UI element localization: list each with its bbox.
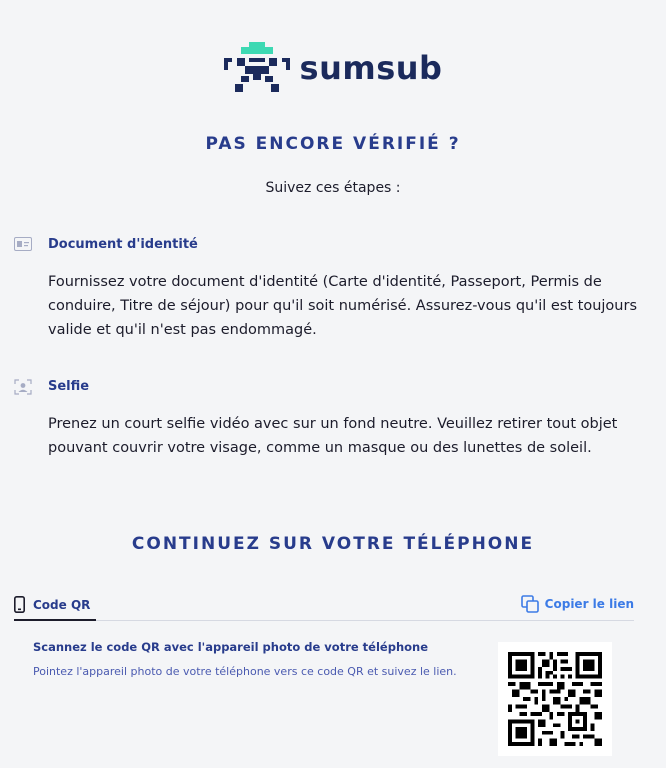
- sumsub-logo: [0, 42, 666, 94]
- qr-instruction-title: Scannez le code QR avec l'appareil photo de votre téléphone: [33, 640, 429, 654]
- qr-instruction-subtitle: Pointez l'appareil photo de votre téléphone vers ce code QR et suivez le lien.: [33, 665, 457, 678]
- brand-name: sumsub: [299, 49, 443, 87]
- step-description: Fournissez votre document d'identité (Carte d'identité, Passeport, Permis de conduire, Titre de séjour) pour qu'il soit numérisé. Assurez-vous qu'il est toujours valide et qu'il n'est pas endommagé.: [48, 274, 638, 338]
- tab-qr-code[interactable]: [14, 590, 96, 621]
- copy-icon: [521, 595, 540, 614]
- id-card-icon: [14, 237, 32, 251]
- page-subtitle: Suivez ces étapes :: [265, 180, 401, 196]
- step-label: Selfie: [48, 378, 90, 394]
- phone-icon: [14, 596, 25, 613]
- copy-link-label: Copier le lien: [544, 597, 634, 611]
- continue-tabs: [14, 590, 634, 621]
- step-selfie: [14, 376, 644, 460]
- copy-link-button[interactable]: [521, 590, 634, 618]
- step-description: Prenez un court selfie vidéo avec sur un fond neutre. Veuillez retirer tout objet pouvant couvrir votre visage, comme un masque ou des lunettes de soleil.: [48, 416, 618, 456]
- continue-on-phone-title: CONTINUEZ SUR VOTRE TÉLÉPHONE: [131, 534, 535, 554]
- qr-code-icon: [508, 652, 602, 746]
- qr-code: [498, 642, 612, 756]
- step-identity-document: [14, 234, 644, 342]
- sumsub-mascot-icon: [224, 42, 290, 94]
- selfie-icon: [14, 379, 32, 393]
- step-label: Document d'identité: [48, 236, 198, 252]
- tab-qr-label: Code QR: [33, 597, 91, 612]
- page-title: PAS ENCORE VÉRIFIÉ ?: [205, 134, 461, 154]
